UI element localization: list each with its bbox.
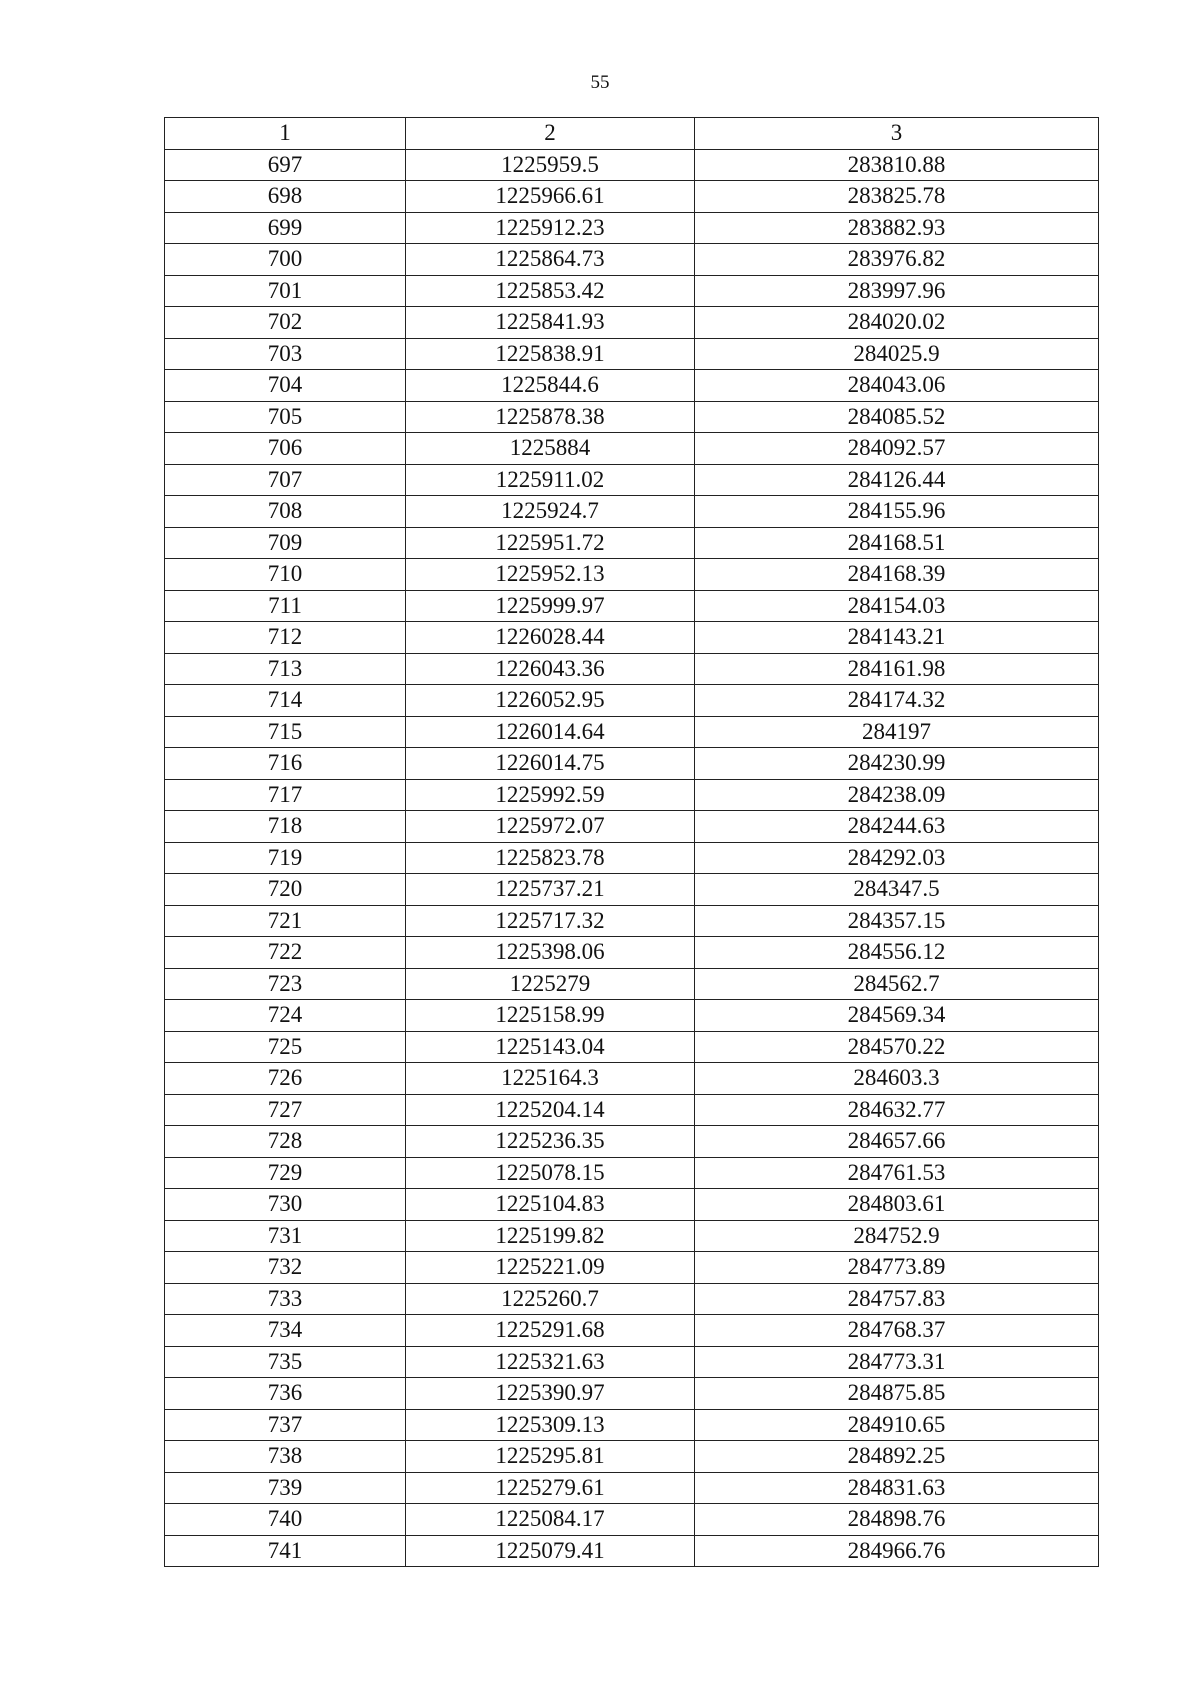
table-cell-col-3: 284244.63 <box>695 811 1099 843</box>
table-row <box>165 1031 1099 1063</box>
table-row <box>165 1535 1099 1567</box>
table-row <box>165 1189 1099 1221</box>
table-cell-col-1: 716 <box>165 748 406 780</box>
table-cell-col-3: 284966.76 <box>695 1535 1099 1567</box>
table-row <box>165 1409 1099 1441</box>
column-header-1: 1 <box>165 118 406 150</box>
table-cell-col-3: 284126.44 <box>695 464 1099 496</box>
table-cell-col-1: 712 <box>165 622 406 654</box>
table-cell-col-2: 1225199.82 <box>406 1220 695 1252</box>
table-cell-col-2: 1225952.13 <box>406 559 695 591</box>
table-cell-col-1: 738 <box>165 1441 406 1473</box>
table-row <box>165 748 1099 780</box>
table-cell-col-1: 734 <box>165 1315 406 1347</box>
table-cell-col-3: 284773.31 <box>695 1346 1099 1378</box>
table-cell-col-2: 1225951.72 <box>406 527 695 559</box>
table-cell-col-1: 733 <box>165 1283 406 1315</box>
table-cell-col-2: 1225924.7 <box>406 496 695 528</box>
table-cell-col-2: 1225853.42 <box>406 275 695 307</box>
table-cell-col-3: 284168.51 <box>695 527 1099 559</box>
table-cell-col-3: 284020.02 <box>695 307 1099 339</box>
table-cell-col-2: 1225104.83 <box>406 1189 695 1221</box>
table-row <box>165 685 1099 717</box>
table-cell-col-2: 1225078.15 <box>406 1157 695 1189</box>
table-cell-col-1: 706 <box>165 433 406 465</box>
table-row <box>165 653 1099 685</box>
table-cell-col-1: 717 <box>165 779 406 811</box>
table-cell-col-2: 1225164.3 <box>406 1063 695 1095</box>
table-cell-col-3: 284155.96 <box>695 496 1099 528</box>
table-cell-col-2: 1226028.44 <box>406 622 695 654</box>
table-cell-col-2: 1225158.99 <box>406 1000 695 1032</box>
table-cell-col-2: 1225838.91 <box>406 338 695 370</box>
table-cell-col-1: 741 <box>165 1535 406 1567</box>
table-row <box>165 149 1099 181</box>
table-row <box>165 1252 1099 1284</box>
table-cell-col-2: 1225321.63 <box>406 1346 695 1378</box>
column-header-2: 2 <box>406 118 695 150</box>
table-cell-col-1: 723 <box>165 968 406 1000</box>
column-header-3: 3 <box>695 118 1099 150</box>
table-cell-col-1: 708 <box>165 496 406 528</box>
table-row <box>165 1472 1099 1504</box>
table-cell-col-2: 1225959.5 <box>406 149 695 181</box>
table-cell-col-2: 1225999.97 <box>406 590 695 622</box>
table-cell-col-2: 1225864.73 <box>406 244 695 276</box>
table-row <box>165 716 1099 748</box>
table-cell-col-3: 283825.78 <box>695 181 1099 213</box>
table-row <box>165 338 1099 370</box>
table-row <box>165 464 1099 496</box>
table-cell-col-2: 1225992.59 <box>406 779 695 811</box>
table-cell-col-3: 284238.09 <box>695 779 1099 811</box>
table-cell-col-3: 283810.88 <box>695 149 1099 181</box>
table-row <box>165 275 1099 307</box>
table-cell-col-3: 284831.63 <box>695 1472 1099 1504</box>
table-cell-col-1: 699 <box>165 212 406 244</box>
table-cell-col-2: 1226043.36 <box>406 653 695 685</box>
table-row <box>165 1315 1099 1347</box>
table-cell-col-2: 1225143.04 <box>406 1031 695 1063</box>
table-cell-col-3: 284292.03 <box>695 842 1099 874</box>
table-cell-col-1: 713 <box>165 653 406 685</box>
table-cell-col-1: 714 <box>165 685 406 717</box>
table-cell-col-1: 700 <box>165 244 406 276</box>
table-row <box>165 590 1099 622</box>
table-cell-col-3: 284174.32 <box>695 685 1099 717</box>
table-cell-col-2: 1225844.6 <box>406 370 695 402</box>
table-row <box>165 905 1099 937</box>
table-cell-col-2: 1225079.41 <box>406 1535 695 1567</box>
table-cell-col-1: 725 <box>165 1031 406 1063</box>
table-row <box>165 401 1099 433</box>
table-cell-col-3: 284230.99 <box>695 748 1099 780</box>
table-cell-col-1: 721 <box>165 905 406 937</box>
table-row <box>165 1346 1099 1378</box>
table-row <box>165 559 1099 591</box>
table-cell-col-3: 284556.12 <box>695 937 1099 969</box>
table-cell-col-3: 284168.39 <box>695 559 1099 591</box>
table-row <box>165 1157 1099 1189</box>
table-row <box>165 779 1099 811</box>
table-cell-col-1: 731 <box>165 1220 406 1252</box>
table-row <box>165 496 1099 528</box>
table-cell-col-3: 284025.9 <box>695 338 1099 370</box>
table-row <box>165 527 1099 559</box>
table-cell-col-2: 1225823.78 <box>406 842 695 874</box>
table-cell-col-1: 719 <box>165 842 406 874</box>
table-cell-col-1: 705 <box>165 401 406 433</box>
table-cell-col-3: 283997.96 <box>695 275 1099 307</box>
table-row <box>165 370 1099 402</box>
table-cell-col-3: 284570.22 <box>695 1031 1099 1063</box>
table-cell-col-1: 707 <box>165 464 406 496</box>
table-cell-col-2: 1226014.75 <box>406 748 695 780</box>
table-cell-col-1: 711 <box>165 590 406 622</box>
table-cell-col-2: 1225398.06 <box>406 937 695 969</box>
table-cell-col-2: 1225260.7 <box>406 1283 695 1315</box>
table-cell-col-2: 1225279.61 <box>406 1472 695 1504</box>
table-cell-col-2: 1225841.93 <box>406 307 695 339</box>
table-row <box>165 842 1099 874</box>
table-row <box>165 811 1099 843</box>
table-cell-col-3: 284092.57 <box>695 433 1099 465</box>
table-cell-col-3: 283976.82 <box>695 244 1099 276</box>
table-cell-col-1: 704 <box>165 370 406 402</box>
table-cell-col-2: 1225309.13 <box>406 1409 695 1441</box>
page-number: 55 <box>590 72 610 93</box>
table-row <box>165 1220 1099 1252</box>
table-row <box>165 433 1099 465</box>
table-cell-col-3: 284768.37 <box>695 1315 1099 1347</box>
table-row <box>165 181 1099 213</box>
table-cell-col-2: 1225912.23 <box>406 212 695 244</box>
table-cell-col-1: 698 <box>165 181 406 213</box>
table-cell-col-3: 284898.76 <box>695 1504 1099 1536</box>
table-cell-col-2: 1225972.07 <box>406 811 695 843</box>
table-cell-col-1: 710 <box>165 559 406 591</box>
table-row <box>165 1504 1099 1536</box>
table-cell-col-3: 284143.21 <box>695 622 1099 654</box>
table-cell-col-3: 284875.85 <box>695 1378 1099 1410</box>
table-cell-col-3: 284603.3 <box>695 1063 1099 1095</box>
table-row <box>165 874 1099 906</box>
table-cell-col-1: 724 <box>165 1000 406 1032</box>
coordinates-table <box>164 117 1099 1567</box>
table-row <box>165 622 1099 654</box>
table-row <box>165 1441 1099 1473</box>
table-cell-col-3: 284752.9 <box>695 1220 1099 1252</box>
table-cell-col-3: 284632.77 <box>695 1094 1099 1126</box>
table-row <box>165 212 1099 244</box>
table-cell-col-2: 1225291.68 <box>406 1315 695 1347</box>
table-cell-col-3: 284657.66 <box>695 1126 1099 1158</box>
table-cell-col-2: 1225966.61 <box>406 181 695 213</box>
table-cell-col-2: 1225737.21 <box>406 874 695 906</box>
table-cell-col-1: 703 <box>165 338 406 370</box>
table-row <box>165 1378 1099 1410</box>
table-cell-col-3: 284803.61 <box>695 1189 1099 1221</box>
table-cell-col-1: 732 <box>165 1252 406 1284</box>
table-cell-col-2: 1225717.32 <box>406 905 695 937</box>
table-body <box>165 149 1099 1567</box>
table-cell-col-2: 1225236.35 <box>406 1126 695 1158</box>
table-cell-col-1: 720 <box>165 874 406 906</box>
table-cell-col-1: 726 <box>165 1063 406 1095</box>
table-cell-col-3: 284562.7 <box>695 968 1099 1000</box>
table-row <box>165 1283 1099 1315</box>
table-cell-col-1: 739 <box>165 1472 406 1504</box>
table-cell-col-1: 728 <box>165 1126 406 1158</box>
table-cell-col-2: 1225084.17 <box>406 1504 695 1536</box>
table-row <box>165 307 1099 339</box>
table-cell-col-1: 729 <box>165 1157 406 1189</box>
table-cell-col-3: 284161.98 <box>695 653 1099 685</box>
table-cell-col-3: 284569.34 <box>695 1000 1099 1032</box>
table-cell-col-3: 284357.15 <box>695 905 1099 937</box>
table-cell-col-1: 715 <box>165 716 406 748</box>
table-cell-col-2: 1225279 <box>406 968 695 1000</box>
table-cell-col-1: 727 <box>165 1094 406 1126</box>
table-cell-col-1: 697 <box>165 149 406 181</box>
table-cell-col-3: 283882.93 <box>695 212 1099 244</box>
table-row <box>165 1000 1099 1032</box>
table-cell-col-3: 284197 <box>695 716 1099 748</box>
table-header-row <box>165 118 1099 150</box>
table-cell-col-2: 1225204.14 <box>406 1094 695 1126</box>
table-row <box>165 937 1099 969</box>
table-row <box>165 1094 1099 1126</box>
table-cell-col-3: 284892.25 <box>695 1441 1099 1473</box>
table-cell-col-1: 730 <box>165 1189 406 1221</box>
table-cell-col-1: 718 <box>165 811 406 843</box>
table-cell-col-2: 1225911.02 <box>406 464 695 496</box>
table-cell-col-2: 1226052.95 <box>406 685 695 717</box>
table-cell-col-1: 702 <box>165 307 406 339</box>
table-cell-col-1: 701 <box>165 275 406 307</box>
table-cell-col-3: 284043.06 <box>695 370 1099 402</box>
table-cell-col-2: 1226014.64 <box>406 716 695 748</box>
table-cell-col-3: 284154.03 <box>695 590 1099 622</box>
table-cell-col-3: 284910.65 <box>695 1409 1099 1441</box>
table-row <box>165 968 1099 1000</box>
table-cell-col-2: 1225390.97 <box>406 1378 695 1410</box>
table-row <box>165 1063 1099 1095</box>
table-cell-col-2: 1225884 <box>406 433 695 465</box>
table-cell-col-3: 284757.83 <box>695 1283 1099 1315</box>
table-row <box>165 244 1099 276</box>
table-cell-col-3: 284773.89 <box>695 1252 1099 1284</box>
table-cell-col-1: 736 <box>165 1378 406 1410</box>
table-cell-col-3: 284085.52 <box>695 401 1099 433</box>
table-cell-col-1: 735 <box>165 1346 406 1378</box>
table-cell-col-3: 284347.5 <box>695 874 1099 906</box>
table-cell-col-1: 740 <box>165 1504 406 1536</box>
table-row <box>165 1126 1099 1158</box>
table-cell-col-1: 722 <box>165 937 406 969</box>
table-cell-col-1: 709 <box>165 527 406 559</box>
table-cell-col-1: 737 <box>165 1409 406 1441</box>
table-cell-col-2: 1225295.81 <box>406 1441 695 1473</box>
table-cell-col-2: 1225221.09 <box>406 1252 695 1284</box>
table-cell-col-2: 1225878.38 <box>406 401 695 433</box>
table-cell-col-3: 284761.53 <box>695 1157 1099 1189</box>
